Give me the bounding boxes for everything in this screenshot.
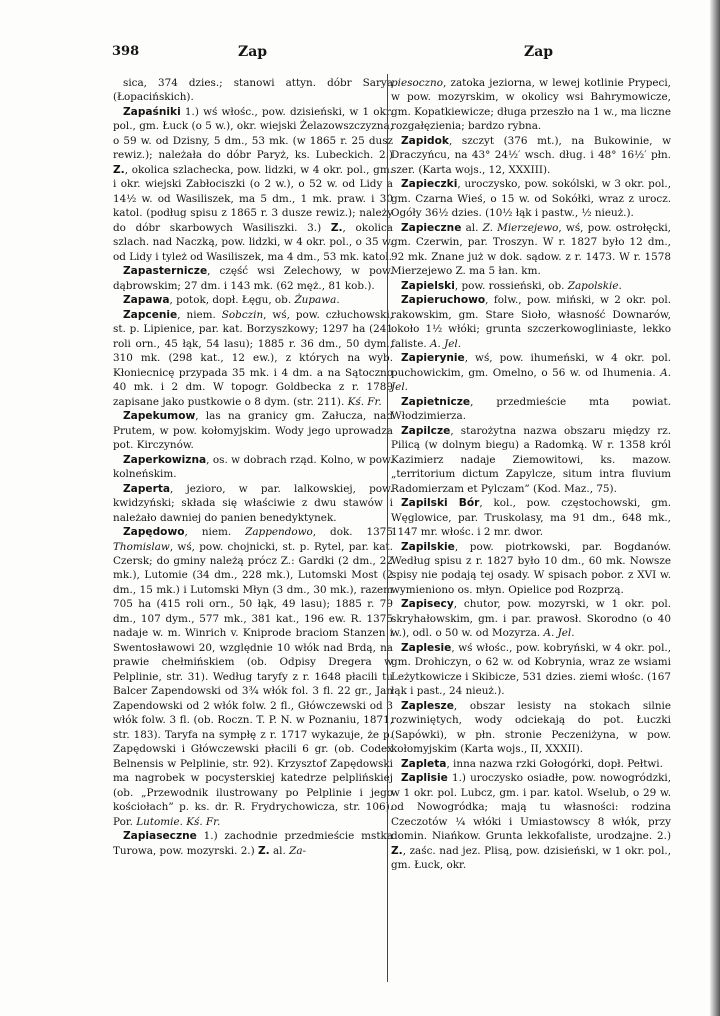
entry-text: sica, 374 dzies.; stanowi attyn. dóbr Sarya (Łopacińskich). [113,77,393,104]
entry-italic-text: Thomislaw [113,540,170,553]
entry-text: , zatoka jeziorna, w lewej kotlinie Prypeci, w pow. mozyrskim, w okolicy wsi Bahrymowicze, gm. Kopatkiewicze; długa przeszło na 1 w., ma liczne rozgałęzienia; bardzo rybna. [391,77,671,133]
entry-italic-text: A. Jel. [391,366,671,394]
entry-text: , wś, pow. chojnicki, st. p. Rytel, par. kat. Czersk; do gminy należą prócz Z.: Gardki (2 dm., 22 mk.), Lutomie (34 dm., 228 mk.), Lutomski Most (2 dm., 15 mk.) i Lutomski Młyn (3 dm., 30 mk.), razem 705 ha (415 roli orn., 50 łąk, 49 lasu); 1885 r. 79 dm., 107 dym., 577 mk., 381 kat., 196 ew. R. 1375 nadaje w. m. Winrich v. Kniprode braciom Stanzen i Swentosławowi 20, względnie 10 włók nad Brdą, na prawie chełmińskiem (ob. Odpisy Dregera w Pelplinie, str. 31). Według taryfy z r. 1648 płacili tu Balcer Zapendowski od 3¾ włók fol. 3 fl. 22 gr., Jan Zapendowski od 2 włók folw. 2 fl., Główczewski od 3 włók folw. 3 fl. (ob. Roczn. T. P. N. w Poznaniu, 1871, str. 183). Taryfa na sympłę z r. 1717 wykazuje, że p. Zapędowski i Główczewski płacili 6 gr. (ob. Codex Belnensis w Pelplinie, str. 92). Krzysztof Zapędowski ma nagrobek w pocysterskiej katedrze pelplińskiej (ob. „Przewodnik ilustrowany po Pelplinie i jego kościołach” p. ks. dr. R. Frydrychowicza, str. 106). Por. [113,540,393,828]
entry-text: , dok. 1375 [312,526,393,539]
entry-text: . [336,294,340,307]
entry-text: 1.) zachodnie przedmieście mstka Turowa, pow. mozyrski. 2.) [113,830,393,857]
dictionary-entry [391,134,671,177]
entry-headword: Z. [113,163,125,176]
entry-headword: Zapleta [401,757,447,770]
entry-text: , jezioro, w par. lalkowskiej, pow. kwidzyński; składa się właściwie z dwu stawów i należało dawniej do panien benedyktynek. [113,482,393,524]
entry-text: , wś, pow. ihumeński, w 4 okr. pol. puchowickim, gm. Omelno, o 56 w. od Ihumenia. [391,352,671,379]
entry-text: , szczyt (376 mt.), na Bukowinie, w Draczyńcu, na 43° 24½′ wsch. dług. i 48° 16½′ płn. szer. (Karta wojs., 12, XXXIII). [391,134,671,176]
entry-headword: Zapisecy [401,598,454,611]
dictionary-entry [113,293,393,307]
entry-text: 1.) wś włośc., pow. dzisieński, w 1 okr. pol., gm. Łuck (o 5 w.), okr. wiejski Żelazowszczyzna, o 59 w. od Dzisny, 5 dm., 53 mk. (w 1865 r. 25 dusz rewiz.); należała do dóbr Paryż, ks. Lubeckich. 2.) [113,105,393,162]
running-head-right: Zap [524,44,554,60]
entry-headword: Zapilskie [401,540,455,553]
entry-headword: Zapietnicze [401,395,471,408]
entry-headword: Zapielski [401,279,455,292]
dictionary-entry [391,757,671,771]
entry-text: , chutor, pow. mozyrski, w 1 okr. pol. skryhałowskim, gm. i par. prawosł. Skorodno (o 40 w.), odl. o 50 w. od Mozyrza. [391,598,671,640]
entry-italic-text: A. Jel. [543,627,575,640]
entry-text: . [179,815,187,828]
dictionary-entry [391,496,671,539]
entry-text: , obszar lesisty na stokach silnie rozwiniętych, wody odciekają do pot. Łuczki (Sapówki), w płn. stronie Peczeniżyna, w pow. kołomyjskim (Karta wojs., II, XXXII). [391,699,671,756]
entry-headword: Zapierynie [401,352,465,365]
page-number: 398 [112,44,140,59]
entry-text: , uroczysko, pow. sokólski, w 3 okr. pol., gm. Czarna Wieś, o 15 w. od Sokółki, wraz z urocz. Ogóły 36½ dzies. (10½ łąk i pastw., ½ nieuż.). [391,178,671,220]
entry-text: , pow. rossieński, ob. [454,279,568,292]
entry-italic-text: Zappendowo [245,526,313,539]
page-binding-shadow [710,0,720,1016]
entry-headword: Z. [330,221,343,234]
dictionary-entry [391,771,671,872]
entry-text: , niem. [184,526,246,539]
dictionary-entry [113,409,393,452]
entry-headword: Z. [391,844,403,857]
entry-italic-text: Lutomie [136,815,180,828]
entry-headword: Zaperta [123,482,171,495]
page-header [112,44,690,66]
left-column [113,76,393,858]
entry-headword: Zaplesie [401,641,452,654]
entry-text: , folw., pow. miński, w 2 okr. pol. rakowskim, gm. Stare Sioło, własność Downarów, około 1½ włóki; grunta szczerkowogliniaste, lekko faliste. [391,294,671,350]
entry-text: , potok, dopł. Łęgu, ob. [169,294,295,307]
dictionary-entry [391,641,671,699]
entry-headword: Zapidok [401,134,449,147]
entry-headword: Zapieczki [401,178,458,191]
dictionary-entry [391,279,671,293]
dictionary-entry [113,105,393,264]
entry-text: , wś włośc., pow. kobryński, w 4 okr. pol., gm. Drohiczyn, o 62 w. od Kobrynia, wraz ze wsiami Leżytkowicze i Skibicze, 531 dzies. ziemi włośc. (167 łąk i past., 24 nieuż.). [391,641,671,698]
entry-text: , część wsi Zelechowy, w pow. dąbrowskim; 27 dm. i 143 mk. (62 męż., 81 kob.). [113,265,393,292]
entry-italic-text: Zapolskie [567,279,619,292]
dictionary-entry [391,177,671,220]
entry-text: , inna nazwa rzki Gołogórki, dopł. Pełtwi. [446,757,663,770]
running-head-left: Zap [238,44,268,60]
entry-headword: Zapaśniki [123,105,181,118]
dictionary-entry [113,829,393,858]
dictionary-entry [391,221,671,279]
dictionary-entry [391,540,671,598]
entry-italic-text: A. Jel. [429,337,462,350]
dictionary-entry [391,293,671,351]
entry-text: , zaśc. nad jez. Plisą, pow. dzisieński, w 1 okr. pol., gm. Łuck, okr. [391,844,671,872]
entry-headword: Zapcenie [123,308,178,321]
entry-headword: Zapędowo [123,526,185,539]
dictionary-entry [391,597,671,640]
entry-italic-text: Kś. Fr. [347,395,382,408]
dictionary-entry [113,76,393,105]
entry-text: , niem. [177,308,222,321]
dictionary-entry [113,482,393,525]
entry-headword: Z. [257,844,270,857]
entry-text: . [618,279,622,292]
entry-text: al. [461,221,483,234]
entry-text: , wś, pow. ostrołęcki, gm. Czerwin, par. Troszyn. W r. 1827 było 12 dm., 92 mk. Znane już w dok. sądow. z r. 1473. W r. 1578 Mierzejewo Z. ma 5 łan. km. [391,221,671,278]
entry-headword: Zapekumow [123,410,196,423]
dictionary-entry [391,76,671,134]
entry-headword: Zapieruchowo [401,294,486,307]
entry-headword: Zapilcze [401,424,451,437]
entry-text: , starożytna nazwa obszaru między rz. Pilicą (w dolnym biegu) a Radomką. W r. 1358 król Kazimierz nadaje Ziemowitowi, ks. mazow. „territorium dictum Zapylcze, situm intra fluvium Radomierzam et Pylczam” (Kod. Maz., 75). [391,424,671,495]
entry-headword: Zaplesze [401,699,454,712]
dictionary-entry [113,308,393,409]
entry-text: 1.) uroczysko osiadłe, pow. nowogródzki, w 1 okr. pol. Lubcz, gm. i par. katol. Wselub, o 29 w. od Nowogródka; mają tu własności: rodzina Czeczotów ¼ włóki i Umiastowscy 8 włók, przy domin. Niańkow. Grunta lekkofaliste, urodzajne. 2.) [391,772,671,843]
entry-text: , pow. piotrkowski, par. Bogdanów. Według spisu z r. 1827 było 10 dm., 60 mk. Nowsze spisy nie podają tej osady. W spisach pobor. z XVI w. wymieniono os. młyn. Opielice pod Rozprzą. [391,540,671,596]
dictionary-entry [391,424,671,496]
dictionary-entry [391,699,671,757]
dictionary-entry [391,395,671,424]
entry-italic-text: Z. Mierzejewo [482,221,559,234]
entry-text: , okolica szlachecka, pow. lidzki, w 4 okr. pol., gm. i okr. wiejski Zabłociszki (o 2 w.), o 52 w. od Lidy a 14½ w. od Wasiliszek, ma 5 dm., 1 mk. praw. i 30 katol. (podług spisu z 1865 r. 3 dusze rewiz.); należy do dóbr skarbowych Wasiliszki. 3.) [113,163,393,234]
entry-italic-text: Żupawa [294,294,337,307]
entry-text: , las na granicy gm. Załucza, nad Prutem, w pow. kołomyjskim. Wody jego uprowadza pot. Kirczynów. [113,410,393,452]
entry-headword: Zaperkowizna [123,453,207,466]
dictionary-entry [391,351,671,394]
entry-italic-text: Za- [289,844,307,857]
entry-headword: Zapawa [123,294,170,307]
right-column [391,76,671,873]
entry-text: al. [269,844,290,857]
entry-italic-text: Sobczin [221,308,264,321]
dictionary-entry [113,264,393,293]
entry-text: , kol., pow. częstochowski, gm. Węglowice, par. Truskolasy, ma 91 dm., 648 mk., 1147 mr. włośc. i 2 mr. dwor. [391,497,671,539]
entry-headword: Zapilski Bór [401,497,480,510]
entry-headword: Zapasternicze [123,265,208,278]
entry-italic-text: piesoczno [391,77,443,89]
entry-text: , os. w dobrach rząd. Kolno, w pow. kolneńskim. [113,453,393,481]
dictionary-entry [113,453,393,482]
entry-text: , okolica szlach. nad Naczką, pow. lidzki, w 4 okr. pol., o 35 w. od Lidy i tyleż od Wasiliszek, ma 4 dm., 53 mk. katol. [113,221,394,263]
column-divider [387,74,388,982]
entry-headword: Zaplisie [401,772,448,785]
entry-headword: Zapieczne [401,221,462,234]
entry-italic-text: Kś. Fr. [186,815,221,828]
dictionary-entry [113,525,393,829]
entry-headword: Zapiaseczne [123,830,197,843]
entry-text: , przedmieście mta powiat. Włodzimierza. [391,395,671,423]
entry-text: , wś, pow. człuchowski, st. p. Lipienice, par. kat. Borzyszkowy; 1297 ha (241 roli orn., 45 łąk, 54 lasu); 1885 r. 36 dm., 50 dym., 310 mk. (298 kat., 12 ew.), z których na wyb. Kłoniecnicę przypada 35 mk. i 4 dm. a na Sątoczno 40 mk. i 2 dm. W topogr. Goldbecka z r. 1789 zapisane jako pustkowie o 8 dym. (str. 211). [113,308,393,408]
